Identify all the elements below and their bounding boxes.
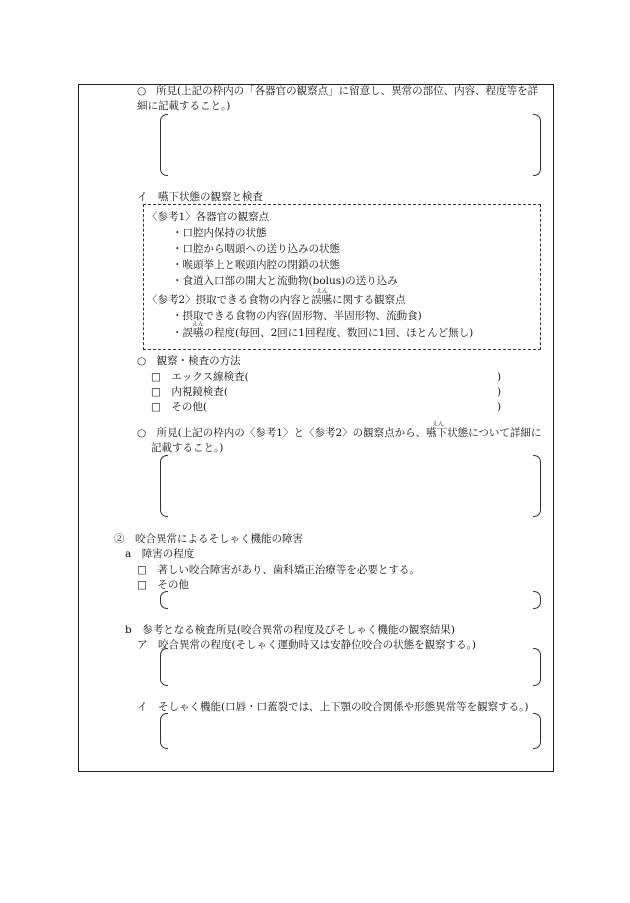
method-title: ○ 観察・検査の方法 xyxy=(137,355,241,367)
swallow-heading: イ 嚥下状態の観察と検査 xyxy=(137,191,263,203)
occlusion-degree-box[interactable] xyxy=(160,648,541,686)
occlusion-degree-label: ア 咬合異常の程度(そしゃく運動時又は安静位咬合の状態を観察する。) xyxy=(137,639,476,651)
ref1-item: ・口腔内保持の状態 xyxy=(172,227,267,239)
chewing-function-box[interactable] xyxy=(160,713,541,749)
severity-option-other[interactable]: □ その他 xyxy=(137,579,189,591)
method-other[interactable]: □ その他( xyxy=(151,401,208,413)
ref2-item: ・誤嚥の程度(毎回、2回に1回程度、数回に1回、ほとんど無し) xyxy=(172,327,474,339)
severity-title: a 障害の程度 xyxy=(125,548,195,560)
swallow-finding-line-2: 記載すること。) xyxy=(151,442,224,454)
swallow-answer-box[interactable] xyxy=(160,455,541,517)
swallow-finding-line-1: ○ 所見(上記の枠内の〈参考1〉と〈参考2〉の観察点から、嚥下状態について詳細に xyxy=(137,427,542,439)
method-endoscope[interactable]: □ 内視鏡検査( xyxy=(151,386,229,398)
severity-other-box[interactable] xyxy=(160,591,541,609)
close-paren: ) xyxy=(497,386,502,398)
ref1-item: ・喉頭挙上と喉頭内腔の閉鎖の状態 xyxy=(172,259,340,271)
ruby-en: えん xyxy=(192,321,205,328)
ruby-en: えん xyxy=(432,421,445,428)
ruby-en: えん xyxy=(316,288,329,295)
ref1-item: ・食道入口部の開大と流動物(bolus)の送り込み xyxy=(172,275,398,287)
ref1-item: ・口腔から咽頭への送り込みの状態 xyxy=(172,243,340,255)
close-paren: ) xyxy=(497,401,502,413)
finding-circle: ○ xyxy=(137,85,147,97)
close-paren: ) xyxy=(497,371,502,383)
severity-option-severe[interactable]: □ 著しい咬合障害があり、歯科矯正治療等を必要とする。 xyxy=(137,564,420,576)
occlusion-heading: ② 咬合異常によるそしゃく機能の障害 xyxy=(114,533,303,545)
finding-line-2: 細に記載すること。) xyxy=(137,100,231,112)
ref2-title: 〈参考2〉摂取できる食物の内容と誤嚥に関する観察点 xyxy=(147,294,406,306)
finding-line-1: 所見(上記の枠内の「各器官の観察点」に留意し、異常の部位、内容、程度等を詳 xyxy=(156,85,539,97)
chewing-function-label: イ そしゃく機能(口唇・口蓋裂では、上下顎の咬合関係や形態異常等を観察する。) xyxy=(137,701,529,713)
ref1-title: 〈参考1〉各器官の観察点 xyxy=(147,211,270,223)
finding-answer-box[interactable] xyxy=(160,114,541,176)
ref2-item: ・摂取できる食物の内容(固形物、半固形物、流動食) xyxy=(172,310,422,322)
method-xray[interactable]: □ エックス線検査( xyxy=(151,371,249,383)
exam-findings-title: b 参考となる検査所見(咬合異常の程度及びそしゃく機能の観察結果) xyxy=(125,624,455,636)
